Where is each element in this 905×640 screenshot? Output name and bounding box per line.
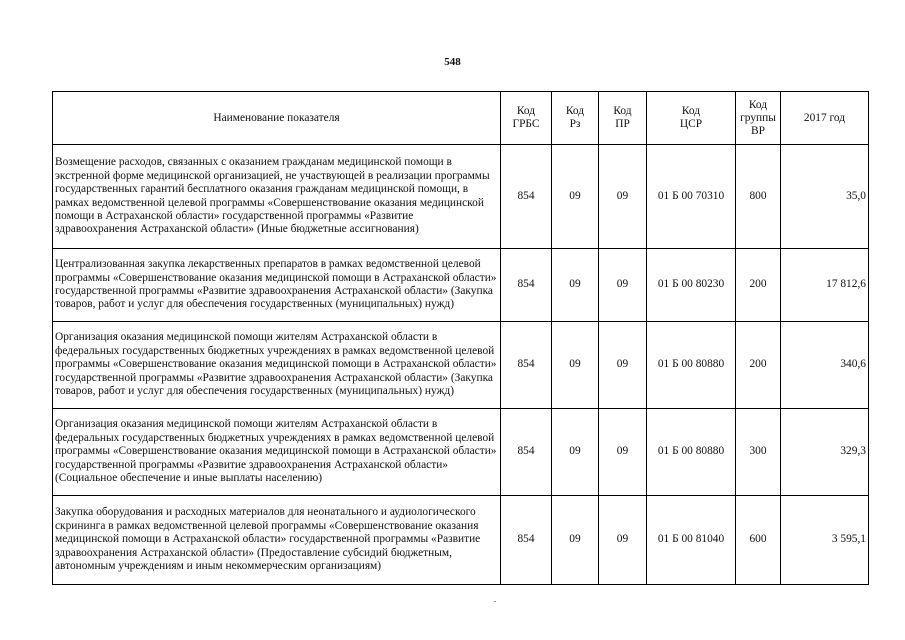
header-row [53, 92, 869, 145]
row-pr: 09 [599, 496, 647, 585]
row-grbs: 854 [501, 496, 552, 585]
row-rz: 09 [552, 145, 599, 249]
row-csr: 01 Б 00 80880 [647, 322, 736, 409]
row-amount: 3 595,1 [781, 496, 869, 585]
row-rz: 09 [552, 409, 599, 496]
table-row [53, 249, 869, 322]
row-name: Централизованная закупка лекарственных препаратов в рамках ведомственной целевой программы «Совершенствование оказания медицинской помощи в Астраханской области» государственной программы «Развитие здравоохранения Астраханской области» (Закупка товаров, работ и услуг для обеспечения государственных (муниципальных) нужд) [53, 249, 501, 322]
row-csr: 01 Б 00 80880 [647, 409, 736, 496]
row-csr: 01 Б 00 81040 [647, 496, 736, 585]
row-grbs: 854 [501, 409, 552, 496]
row-rz: 09 [552, 322, 599, 409]
header-year: 2017 год [781, 92, 869, 145]
row-pr: 09 [599, 145, 647, 249]
row-amount: 17 812,6 [781, 249, 869, 322]
table-row [53, 409, 869, 496]
row-amount: 35,0 [781, 145, 869, 249]
scan-speck [494, 601, 496, 602]
row-vr: 300 [736, 409, 781, 496]
row-csr: 01 Б 00 80230 [647, 249, 736, 322]
header-csr: Код ЦСР [647, 92, 736, 145]
table-row [53, 145, 869, 249]
row-pr: 09 [599, 322, 647, 409]
row-amount: 329,3 [781, 409, 869, 496]
row-vr: 600 [736, 496, 781, 585]
page-number: 548 [444, 56, 461, 68]
row-pr: 09 [599, 249, 647, 322]
header-grbs: Код ГРБС [501, 92, 552, 145]
header-pr: Код ПР [599, 92, 647, 145]
table-row [53, 322, 869, 409]
row-name: Организация оказания медицинской помощи жителям Астраханской области в федеральных государственных бюджетных учреждениях в рамках ведомственной целевой программы «Совершенствование оказания медицинской помощи в Астраханской области» государственной программы «Развитие здравоохранения Астраханской области» (Закупка товаров, работ и услуг для обеспечения государственных (муниципальных) нужд) [53, 322, 501, 409]
header-rz: Код Рз [552, 92, 599, 145]
header-vr: Код группы ВР [736, 92, 781, 145]
header-name: Наименование показателя [53, 92, 501, 145]
row-rz: 09 [552, 496, 599, 585]
row-vr: 200 [736, 249, 781, 322]
row-name: Организация оказания медицинской помощи жителям Астраханской области в федеральных государственных бюджетных учреждениях в рамках ведомственной целевой программы «Совершенствование оказания медицинской помощи в Астраханской области» государственной программы «Развитие здравоохранения Астраханской области» (Социальное обеспечение и иные выплаты населению) [53, 409, 501, 496]
row-grbs: 854 [501, 249, 552, 322]
row-pr: 09 [599, 409, 647, 496]
table-row [53, 496, 869, 585]
row-name: Возмещение расходов, связанных с оказанием гражданам медицинской помощи в экстренной форме медицинской организацией, не участвующей в реализации программы государственных гарантий бесплатного оказания гражданам медицинской помощи, в рамках ведомственной целевой программы «Совершенствование оказания медицинской помощи в Астраханской области» государственной программы «Развитие здравоохранения Астраханской области» (Иные бюджетные ассигнования) [53, 145, 501, 249]
row-csr: 01 Б 00 70310 [647, 145, 736, 249]
row-amount: 340,6 [781, 322, 869, 409]
row-rz: 09 [552, 249, 599, 322]
row-grbs: 854 [501, 145, 552, 249]
row-vr: 200 [736, 322, 781, 409]
row-vr: 800 [736, 145, 781, 249]
row-grbs: 854 [501, 322, 552, 409]
budget-table [52, 91, 869, 585]
row-name: Закупка оборудования и расходных материалов для неонатального и аудиологического скрининга в рамках ведомственной целевой программы «Совершенствование оказания медицинской помощи в Астраханской области» государственной программы «Развитие здравоохранения Астраханской области» (Предоставление субсидий бюджетным, автономным учреждениям и иным некоммерческим организациям) [53, 496, 501, 585]
